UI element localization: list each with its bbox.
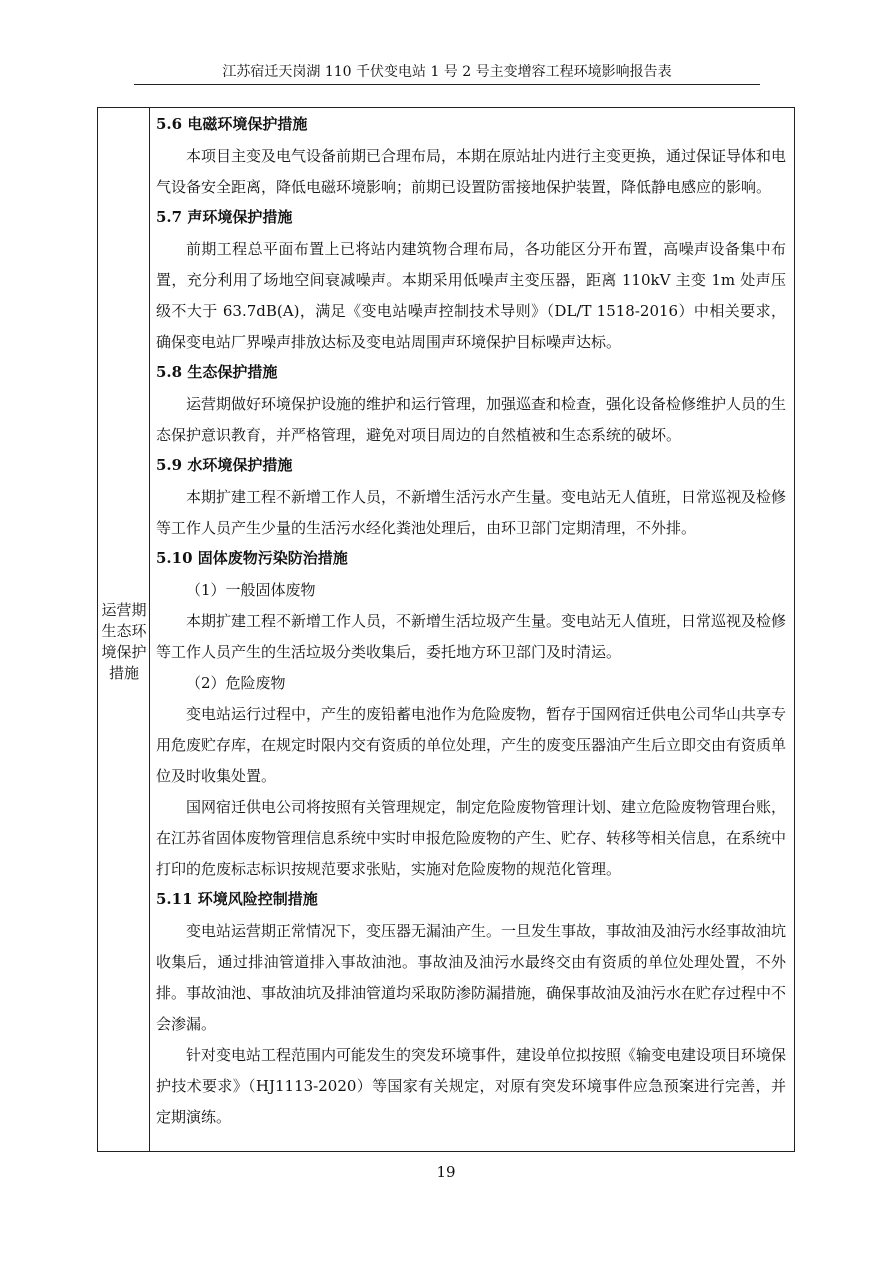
paragraph: 针对变电站工程范围内可能发生的突发环境事件，建设单位拟按照《输变电建设项目环境保护技术要求》（HJ1113-2020）等国家有关规定，对原有突发环境事件应急预案进行完善，并定期演练。 bbox=[156, 1046, 787, 1126]
section-heading: 5.9 水环境保护措施 bbox=[156, 456, 293, 474]
paragraph: 变电站运行过程中，产生的废铅蓄电池作为危险废物，暂存于国网宿迁供电公司华山共享专用危废贮存库，在规定时限内交有资质的单位处理，产生的废变压器油产生后立即交由有资质单位及时收集处置。 bbox=[156, 705, 787, 785]
subheading: （1）一般固体废物 bbox=[186, 581, 316, 599]
page-number: 19 bbox=[436, 1163, 456, 1181]
section-heading: 5.11 环境风险控制措施 bbox=[156, 890, 318, 908]
subheading: （2）危险废物 bbox=[186, 674, 286, 692]
page-header: 江苏宿迁天岗湖 110 千伏变电站 1 号 2 号主变增容工程环境影响报告表 bbox=[134, 62, 760, 85]
category-label: 运营期生态环境保护措施 bbox=[101, 601, 147, 682]
paragraph: 前期工程总平面布置上已将站内建筑物合理布局，各功能区分开布置，高噪声设备集中布置，充分利用了场地空间衰减噪声。本期采用低噪声主变压器，距离 110kV 主变 1m 处声压级不大于 63.7dB(A)，满足《变电站噪声控制技术导则》（DL/T 1518-2016）中相关要求，确保变电站厂界噪声排放达标及变电站周围声环境保护目标噪声达标。 bbox=[156, 240, 786, 351]
paragraph: 本期扩建工程不新增工作人员，不新增生活污水产生量。变电站无人值班，日常巡视及检修等工作人员产生少量的生活污水经化粪池处理后，由环卫部门定期清理，不外排。 bbox=[156, 488, 787, 537]
section-heading: 5.8 生态保护措施 bbox=[156, 363, 278, 381]
paragraph: 国网宿迁供电公司将按照有关管理规定，制定危险废物管理计划、建立危险废物管理台账，在江苏省固体废物管理信息系统中实时申报危险废物的产生、贮存、转移等相关信息，在系统中打印的危废标志标识按规范要求张贴，实施对危险废物的规范化管理。 bbox=[156, 798, 787, 878]
section-heading: 5.6 电磁环境保护措施 bbox=[156, 115, 308, 133]
paragraph: 变电站运营期正常情况下，变压器无漏油产生。一旦发生事故，事故油及油污水经事故油坑收集后，通过排油管道排入事故油池。事故油及油污水最终交由有资质的单位处理处置，不外排。事故油池、事故油坑及排油管道均采取防渗防漏措施，确保事故油及油污水在贮存过程中不会渗漏。 bbox=[156, 922, 787, 1033]
category-column bbox=[98, 108, 150, 1151]
section-heading: 5.7 声环境保护措施 bbox=[156, 208, 293, 226]
paragraph: 本项目主变及电气设备前期已合理布局，本期在原站址内进行主变更换，通过保证导体和电气设备安全距离，降低电磁环境影响；前期已设置防雷接地保护装置，降低静电感应的影响。 bbox=[156, 147, 787, 196]
paragraph: 运营期做好环境保护设施的维护和运行管理，加强巡查和检查，强化设备检修维护人员的生态保护意识教育，并严格管理，避免对项目周边的自然植被和生态系统的破坏。 bbox=[156, 395, 787, 444]
paragraph: 本期扩建工程不新增工作人员，不新增生活垃圾产生量。变电站无人值班，日常巡视及检修等工作人员产生的生活垃圾分类收集后，委托地方环卫部门及时清运。 bbox=[156, 612, 787, 661]
section-heading: 5.10 固体废物污染防治措施 bbox=[156, 549, 348, 567]
measures-content bbox=[156, 114, 786, 1133]
content-table bbox=[97, 107, 795, 1152]
